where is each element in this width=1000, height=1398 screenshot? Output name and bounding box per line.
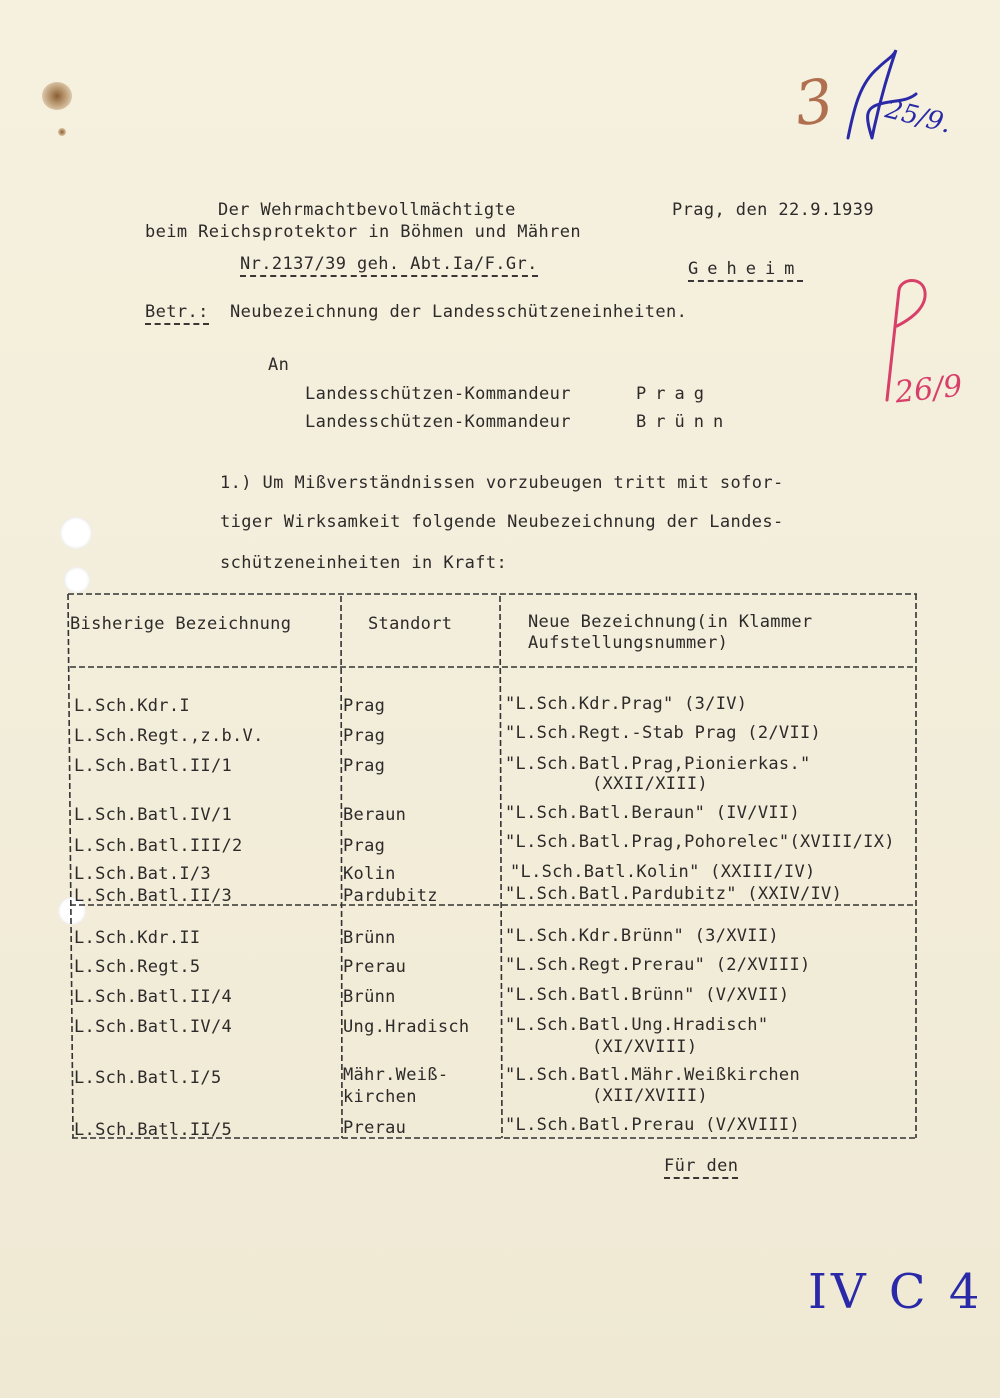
table-cell-place: Beraun (343, 805, 407, 825)
table-cell-new: "L.Sch.Batl.Pardubitz" (XXIV/IV) (505, 884, 843, 904)
address-to: An (268, 355, 290, 375)
table-cell-new: "L.Sch.Batl.Prerau (V/XVIII) (505, 1115, 800, 1135)
table-cell-new: "L.Sch.Batl.Beraun" (IV/VII) (505, 803, 800, 823)
recipient-2-place: Brünn (636, 412, 733, 432)
reference-number: Nr.2137/39 geh. Abt.Ia/F.Gr. (240, 254, 538, 277)
table-cell-place: Prag (343, 726, 386, 746)
table-header-place: Standort (368, 614, 453, 634)
table-cell-new: "L.Sch.Batl.Mähr.Weißkirchen (505, 1065, 800, 1085)
handwritten-file-mark: IV C 4 (808, 1264, 984, 1320)
body-line-3: schützeneinheiten in Kraft: (220, 553, 508, 573)
table-cell-new: "L.Sch.Regt.Prerau" (2/XVIII) (505, 955, 811, 975)
table-cell-place: Brünn (343, 987, 396, 1007)
table-cell-new: "L.Sch.Batl.Ung.Hradisch" (505, 1015, 769, 1035)
table-cell-place: Prerau (343, 957, 407, 977)
recipient-1-place: Prag (636, 384, 713, 404)
table-cell-old: L.Sch.Regt.5 (74, 957, 201, 977)
table-cell-old: L.Sch.Batl.III/2 (74, 836, 243, 856)
table-cell-place: Prag (343, 836, 386, 856)
subject-label: Betr.: (145, 302, 209, 325)
table-cell-place: Pardubitz (343, 886, 438, 906)
table-cell-new-cont: (XII/XVIII) (592, 1086, 708, 1106)
table-cell-place: Mähr.Weiß- (343, 1065, 449, 1085)
handwritten-date-red: 26/9 (893, 368, 965, 411)
table-cell-place: Prag (343, 756, 386, 776)
table-cell-new: "L.Sch.Batl.Brünn" (V/XVII) (505, 985, 790, 1005)
table-cell-new-cont: (XI/XVIII) (592, 1037, 698, 1057)
table-header-new-2: Aufstellungsnummer) (528, 633, 729, 653)
table-cell-new: "L.Sch.Kdr.Prag" (3/IV) (505, 694, 748, 714)
table-cell-new: "L.Sch.Batl.Kolin" (XXIII/IV) (510, 862, 816, 882)
table-cell-place: Prag (343, 696, 386, 716)
table-cell-old: L.Sch.Kdr.I (74, 696, 190, 716)
table-cell-old: L.Sch.Batl.IV/4 (74, 1017, 233, 1037)
sender-line-2: beim Reichsprotektor in Böhmen und Mähren (145, 222, 582, 242)
recipient-1-title: Landesschützen-Kommandeur (305, 384, 571, 404)
table-cell-new: "L.Sch.Regt.-Stab Prag (2/VII) (505, 723, 822, 743)
table-cell-old: L.Sch.Batl.II/4 (74, 987, 233, 1007)
body-line-2: tiger Wirksamkeit folgende Neubezeichnung der Landes- (220, 512, 784, 532)
table-cell-place-cont: kirchen (343, 1087, 417, 1107)
table-cell-new: "L.Sch.Batl.Prag,Pionierkas." (505, 754, 811, 774)
table-header-old: Bisherige Bezeichnung (70, 614, 292, 634)
table-cell-place: Prerau (343, 1118, 407, 1138)
table-cell-old: L.Sch.Batl.II/5 (74, 1120, 233, 1140)
handwritten-number-3: 3 (790, 65, 838, 141)
table-cell-old: L.Sch.Batl.II/1 (74, 756, 233, 776)
table-cell-old: L.Sch.Kdr.II (74, 928, 201, 948)
sender-line-1: Der Wehrmachtbevollmächtigte (218, 200, 516, 220)
table-cell-place: Ung.Hradisch (343, 1017, 470, 1037)
table-cell-old: L.Sch.Batl.IV/1 (74, 805, 233, 825)
body-line-1: 1.) Um Mißverständnissen vorzubeugen tritt mit sofor- (220, 473, 784, 493)
table-cell-old: L.Sch.Bat.I/3 (74, 864, 211, 884)
recipient-2-title: Landesschützen-Kommandeur (305, 412, 571, 432)
table-cell-old: L.Sch.Batl.II/3 (74, 886, 233, 906)
table-header-new-1: Neue Bezeichnung(in Klammer (528, 612, 813, 632)
table-cell-place: Kolin (343, 864, 396, 884)
continuation-text: Für den (664, 1156, 738, 1179)
table-cell-new: "L.Sch.Batl.Prag,Pohorelec"(XVIII/IX) (505, 832, 895, 852)
table-cell-old: L.Sch.Regt.,z.b.V. (74, 726, 264, 746)
handwritten-date-blue: 25/9. (882, 94, 955, 140)
subject-text: Neubezeichnung der Landesschützeneinheiten. (230, 302, 688, 322)
table-cell-place: Brünn (343, 928, 396, 948)
classification: Geheim (688, 259, 803, 282)
table-cell-new: "L.Sch.Kdr.Brünn" (3/XVII) (505, 926, 779, 946)
place-date: Prag, den 22.9.1939 (672, 200, 875, 220)
blue-pencil-scribble (820, 38, 930, 158)
table-cell-old: L.Sch.Batl.I/5 (74, 1068, 222, 1088)
table-cell-new-cont: (XXII/XIII) (592, 774, 708, 794)
